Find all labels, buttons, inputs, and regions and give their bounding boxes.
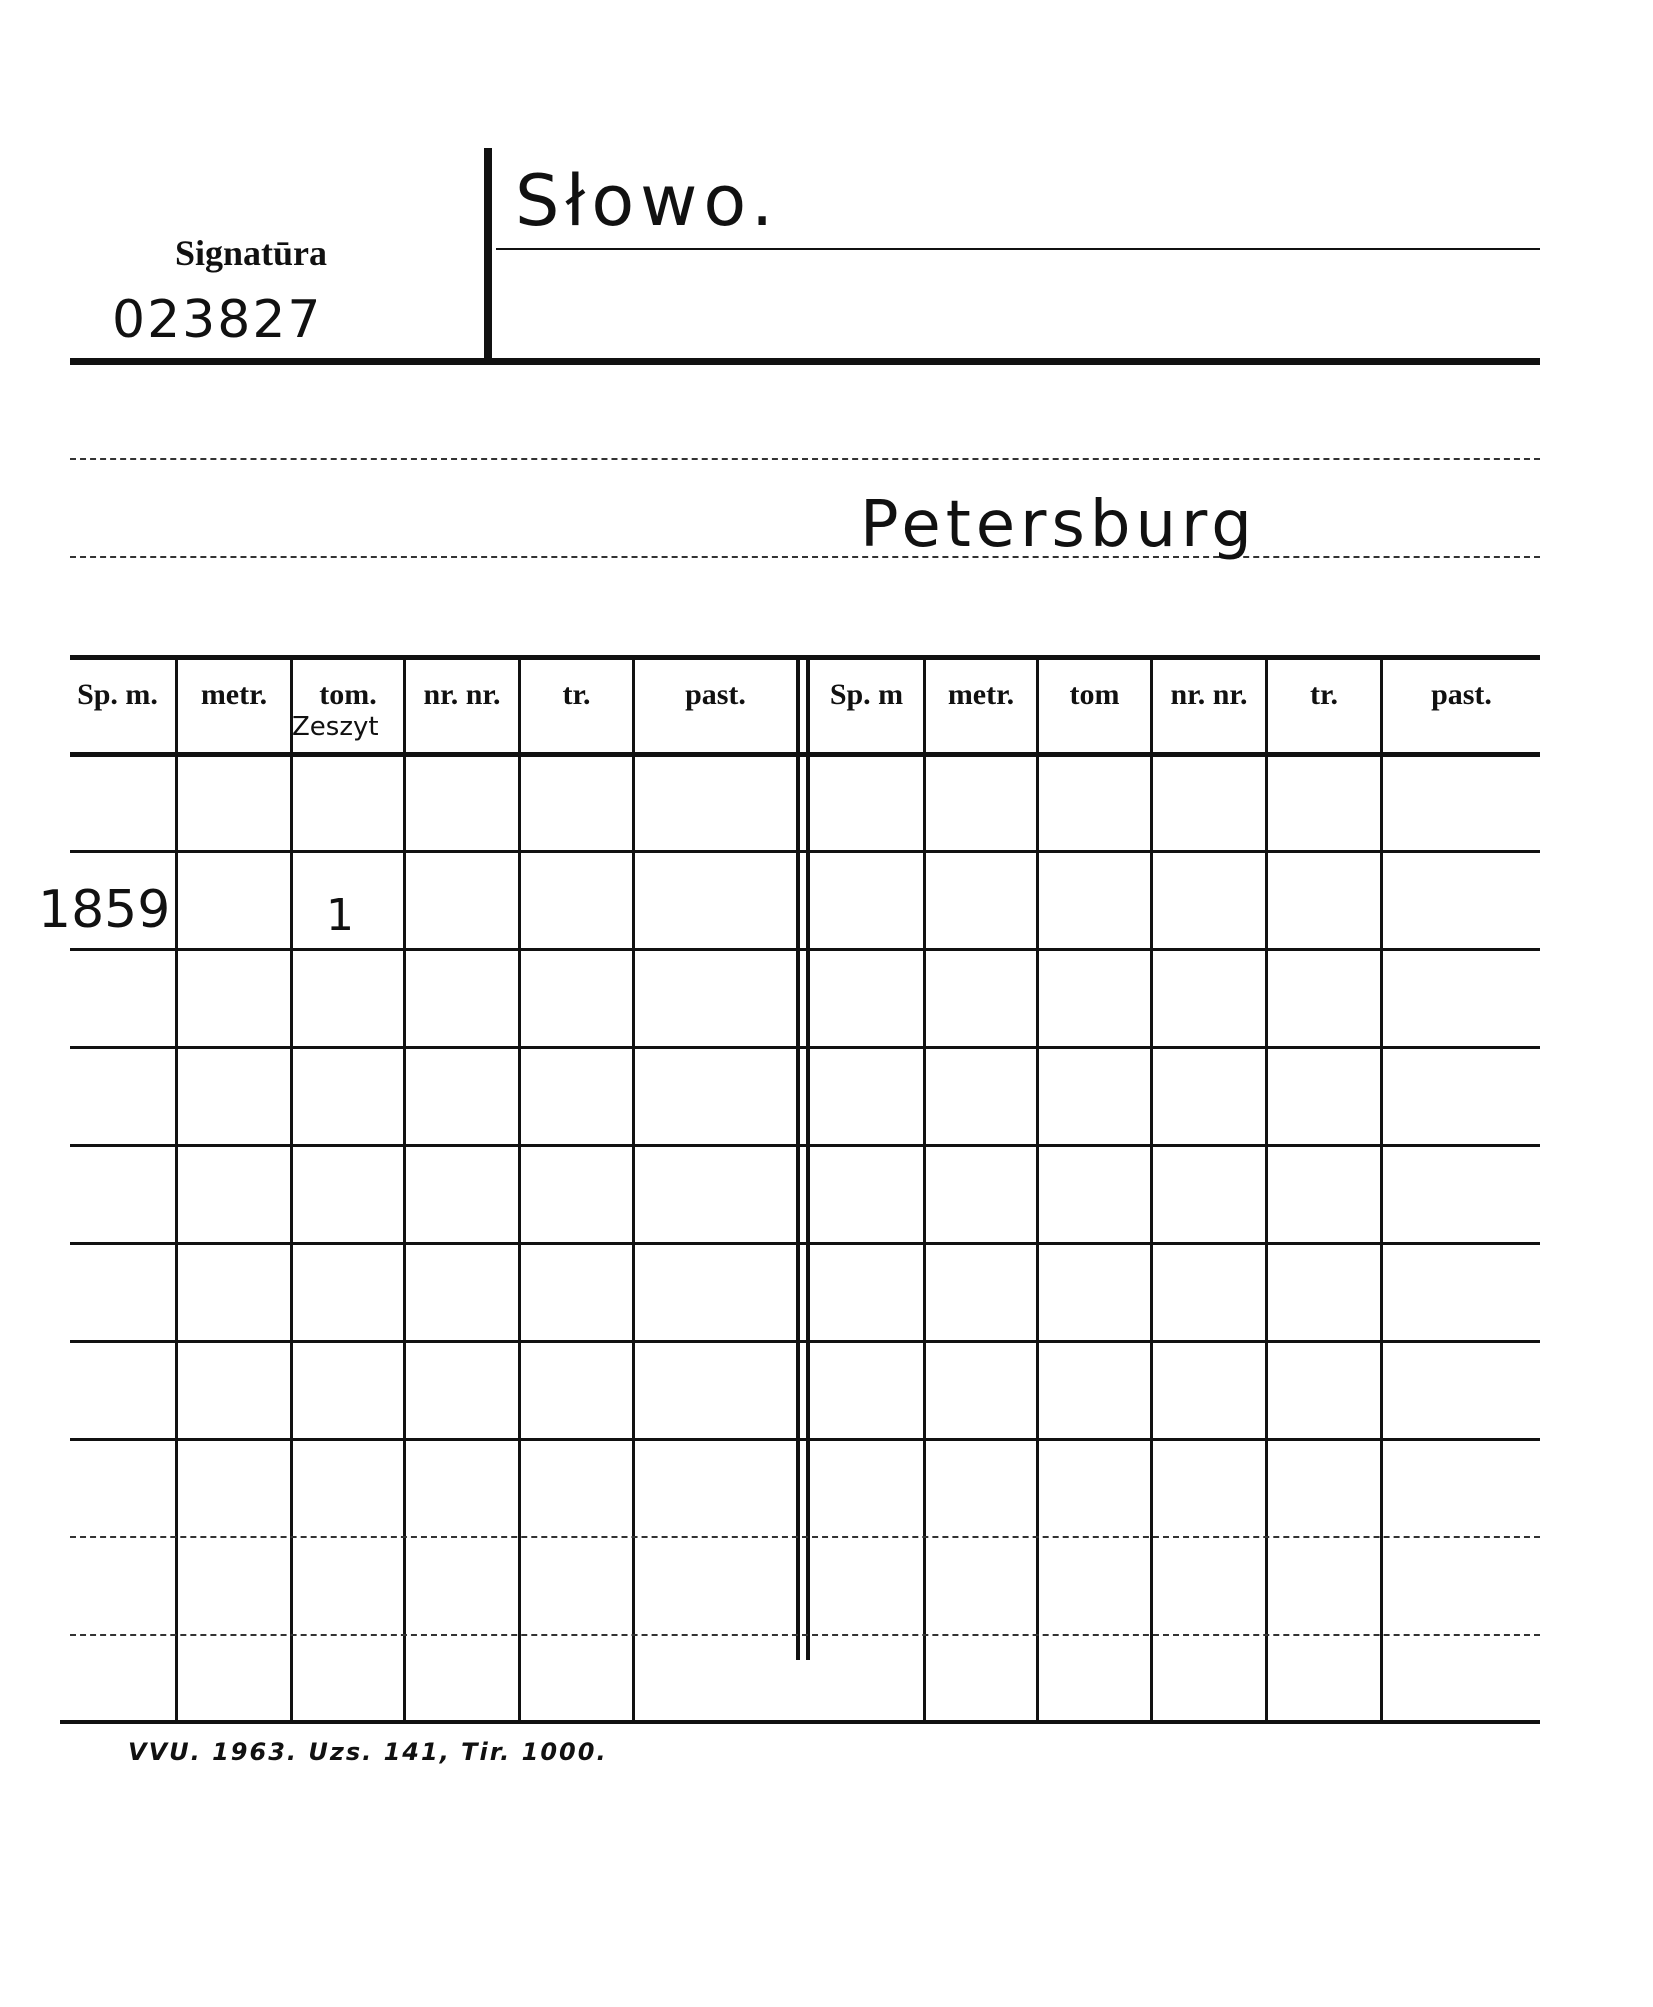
header-bottom-rule <box>70 358 1540 365</box>
row-rule <box>70 1242 1540 1245</box>
title-underline <box>496 248 1540 250</box>
row-rule <box>70 1046 1540 1049</box>
signature-value: 023827 <box>112 290 323 350</box>
col-header-nr: nr. nr. <box>423 678 501 711</box>
col-divider <box>923 660 926 1722</box>
col-divider <box>1380 660 1383 1722</box>
center-double-divider <box>806 660 810 1660</box>
row-rule <box>70 850 1540 853</box>
header-vertical-divider <box>484 148 492 358</box>
entry-line-1 <box>70 458 1540 460</box>
entry-line-2 <box>70 556 1540 558</box>
col-header-metr-right: metr. <box>947 678 1015 711</box>
col-header-past-right: past. <box>1431 678 1492 711</box>
col-header-tom: tom. <box>319 678 377 711</box>
col-header-metr: metr. <box>200 678 268 711</box>
row-rule <box>70 1634 1540 1636</box>
col-divider <box>175 660 178 1722</box>
col-header-nr-right: nr. nr. <box>1170 678 1248 711</box>
cell-sp-m: 1859 <box>38 880 171 940</box>
row-rule <box>70 948 1540 951</box>
col-divider <box>290 660 293 1722</box>
col-header-sp-m: Sp. m. <box>77 678 158 711</box>
col-divider <box>1150 660 1153 1722</box>
card-title: Słowo. <box>515 160 780 242</box>
col-header-tom-sub: Zeszyt <box>292 712 379 742</box>
table-bottom-rule <box>60 1720 1540 1724</box>
col-header-past: past. <box>685 678 746 711</box>
col-divider <box>1036 660 1039 1722</box>
col-divider <box>632 660 635 1722</box>
col-header-tr: tr. <box>562 678 591 711</box>
col-divider <box>403 660 406 1722</box>
col-divider <box>1265 660 1268 1722</box>
row-rule <box>70 1536 1540 1538</box>
row-rule <box>70 1438 1540 1441</box>
col-header-sp-m-right: Sp. m <box>829 678 904 711</box>
col-divider <box>518 660 521 1722</box>
row-rule <box>70 1144 1540 1147</box>
row-rule <box>70 1340 1540 1343</box>
footer-print-note: VVU. 1963. Uzs. 141, Tir. 1000. <box>128 1738 608 1766</box>
col-header-tr-right: tr. <box>1309 678 1339 711</box>
place-name: Petersburg <box>860 488 1257 562</box>
col-header-tom-right: tom <box>1069 678 1120 711</box>
center-double-divider <box>796 660 800 1660</box>
signature-label: Signatūra <box>175 233 328 273</box>
cell-tom: 1 <box>326 890 354 941</box>
